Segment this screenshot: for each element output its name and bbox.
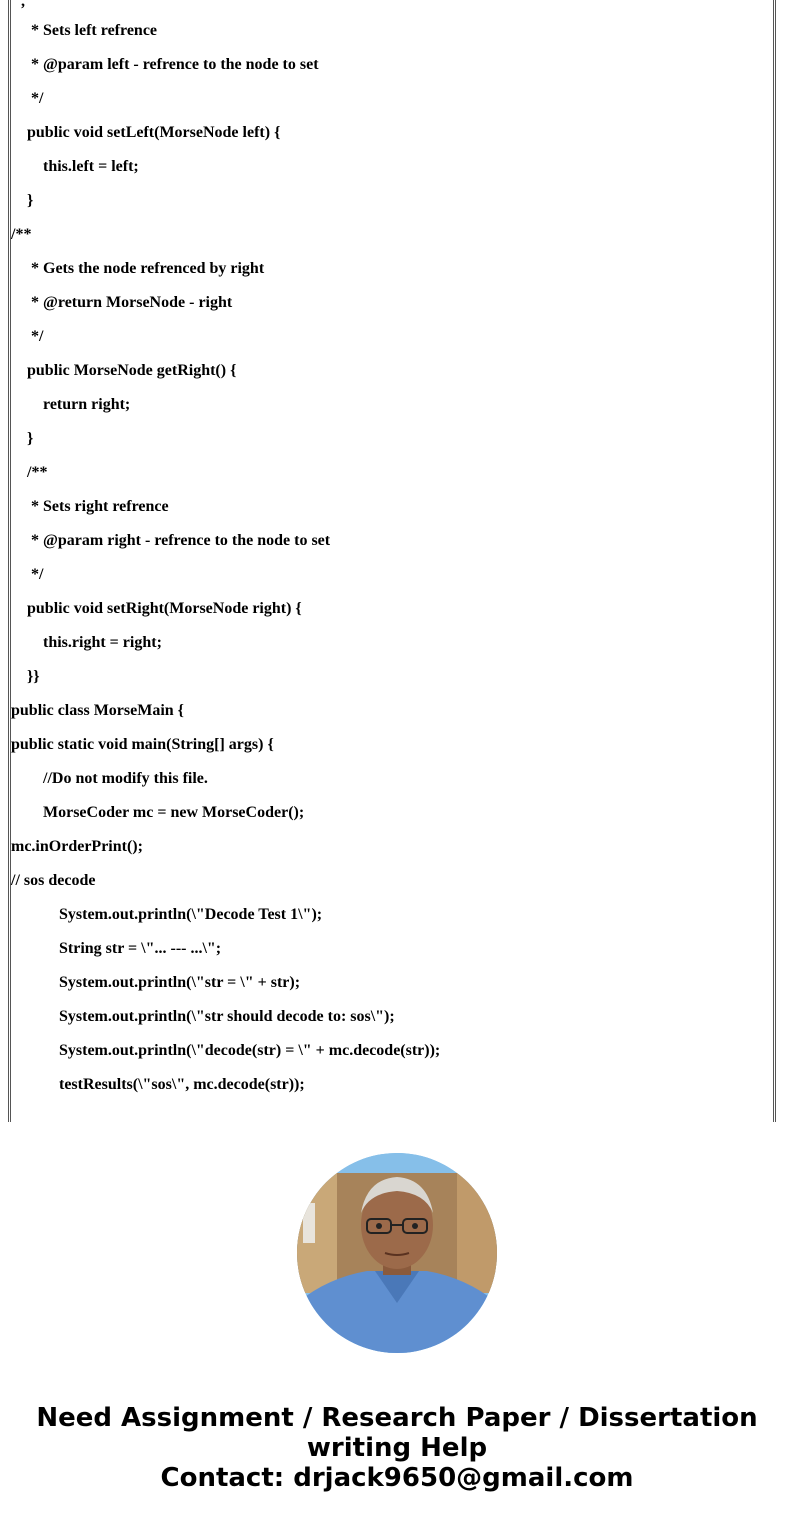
code-line: System.out.println(\"str = \" + str); [11, 974, 301, 991]
code-line: * Gets the node refrenced by right [11, 260, 265, 277]
code-line: System.out.println(\"decode(str) = \" + mc.decode(str)); [11, 1042, 441, 1059]
code-line: * Sets left refrence [11, 22, 158, 39]
person-portrait-icon [297, 1153, 497, 1353]
promo-line: writing Help [306, 1433, 488, 1463]
code-line: String str = \"... --- ...\"; [11, 940, 222, 957]
promo-banner [0, 1403, 794, 1493]
code-line: testResults(\"sos\", mc.decode(str)); [11, 1076, 305, 1093]
code-line: this.right = right; [11, 634, 162, 651]
code-line: return right; [11, 396, 131, 413]
code-line: } [11, 430, 34, 447]
code-line: //Do not modify this file. [11, 770, 208, 787]
author-avatar [297, 1153, 497, 1353]
clipped-text-fragment: , [21, 0, 25, 10]
code-listing [8, 0, 776, 1122]
code-line: /** [11, 226, 32, 243]
contact-email: Contact: drjack9650@gmail.com [160, 1463, 634, 1493]
code-line: * @return MorseNode - right [11, 294, 233, 311]
code-line: mc.inOrderPrint(); [11, 838, 143, 855]
code-line: public MorseNode getRight() { [11, 362, 237, 379]
code-line: System.out.println(\"str should decode to: sos\"); [11, 1008, 395, 1025]
code-line: // sos decode [11, 872, 96, 889]
promo-line: Need Assignment / Research Paper / Dissertation [36, 1403, 758, 1433]
code-line: public class MorseMain { [11, 702, 184, 719]
code-line: /** [11, 464, 48, 481]
code-line: * @param left - refrence to the node to set [11, 56, 319, 73]
code-line: * Sets right refrence [11, 498, 169, 515]
code-line: System.out.println(\"Decode Test 1\"); [11, 906, 323, 923]
code-line: public void setLeft(MorseNode left) { [11, 124, 281, 141]
code-line: */ [11, 90, 44, 107]
code-line: public void setRight(MorseNode right) { [11, 600, 302, 617]
code-line: MorseCoder mc = new MorseCoder(); [11, 804, 305, 821]
code-line: */ [11, 566, 44, 583]
code-line: this.left = left; [11, 158, 139, 175]
code-line: */ [11, 328, 44, 345]
code-line: }} [11, 668, 40, 685]
code-line: public static void main(String[] args) { [11, 736, 274, 753]
code-line: * @param right - refrence to the node to set [11, 532, 331, 549]
code-line: } [11, 192, 34, 209]
